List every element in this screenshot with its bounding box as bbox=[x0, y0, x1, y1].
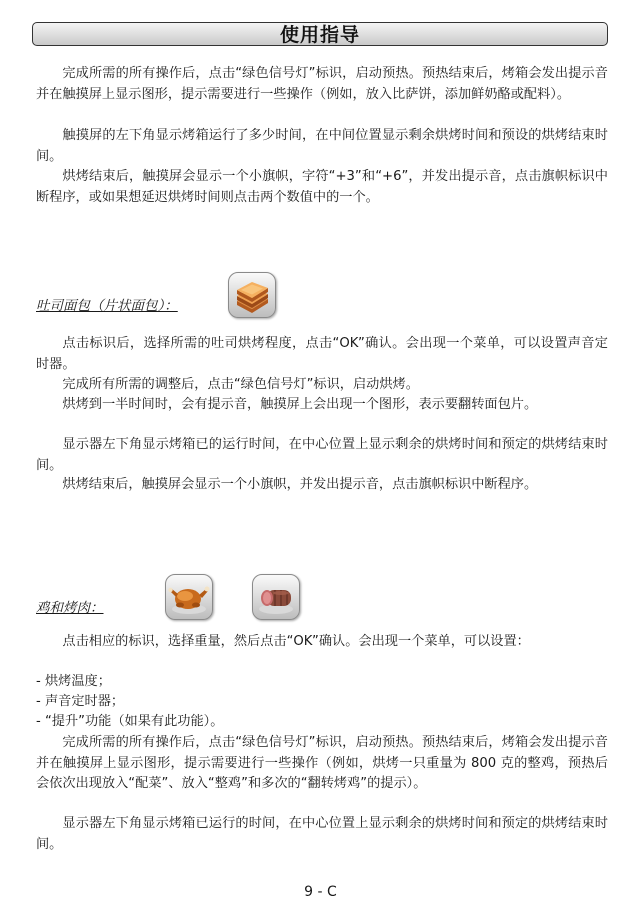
toast-sandwich-icon[interactable] bbox=[228, 272, 276, 318]
intro-paragraph-1: 完成所需的所有操作后，点击“绿色信号灯”标识，启动预热。预热结束后，烤箱会发出提示音并在触摸屏上显示图形，提示需要进行一些操作（例如，放入比萨饼，添加鲜奶酪或配料）。 bbox=[36, 66, 608, 102]
intro-paragraph-2: 触摸屏的左下角显示烤箱运行了多少时间，在中间位置显示剩余烘烤时间和预设的烘烤结束时间。 bbox=[36, 128, 608, 164]
chicken-list-item-temperature: - 烘烤温度； bbox=[36, 674, 111, 689]
chicken-paragraph-1: 点击相应的标识，选择重量，然后点击“OK”确认。会出现一个菜单，可以设置： bbox=[62, 634, 530, 649]
toast-paragraph-2: 完成所有所需的调整后，点击“绿色信号灯”标识，启动烘烤。 bbox=[62, 377, 419, 392]
chicken-section-label: 鸡和烤肉： bbox=[36, 600, 104, 616]
toast-paragraph-4: 显示器左下角显示烤箱已的运行时间，在中心位置上显示剩余的烘烤时间和预定的烘烤结束时间。 bbox=[36, 437, 608, 473]
chicken-paragraph-3: 显示器左下角显示烤箱已运行的时间，在中心位置上显示剩余的烘烤时间和预定的烘烤结束时间。 bbox=[36, 816, 608, 852]
page-title: 使用指导 bbox=[279, 24, 360, 46]
chicken-list-item-lift: - “提升”功能（如果有此功能）。 bbox=[36, 714, 224, 729]
page-title-bar bbox=[32, 22, 608, 46]
roast-chicken-icon[interactable] bbox=[165, 574, 213, 620]
page-number: 9 - C bbox=[304, 884, 337, 900]
toast-paragraph-3: 烘烤到一半时间时，会有提示音，触摸屏上会出现一个图形，表示要翻转面包片。 bbox=[62, 397, 538, 412]
toast-paragraph-5: 烘烤结束后，触摸屏会显示一个小旗帜，并发出提示音，点击旗帜标识中断程序。 bbox=[62, 477, 538, 492]
intro-paragraph-3: 烘烤结束后，触摸屏会显示一个小旗帜，字符“+3”和“+6”，并发出提示音，点击旗帜标识中断程序，或如果想延迟烘烤时间则点击两个数值中的一个。 bbox=[36, 169, 608, 205]
chicken-paragraph-2: 完成所需的所有操作后，点击“绿色信号灯”标识，启动预热。预热结束后，烤箱会发出提示音并在触摸屏上显示图形，提示需要进行一些操作（例如，烘烤一只重量为 800 克的整鸡，预热后会依次出现放入“配菜”、放入“整鸡”和多次的“翻转烤鸡”的提示）。 bbox=[36, 735, 608, 791]
roast-meat-icon[interactable] bbox=[252, 574, 300, 620]
chicken-list-item-timer: - 声音定时器； bbox=[36, 694, 125, 709]
toast-section-label: 吐司面包（片状面包）： bbox=[36, 298, 178, 314]
toast-paragraph-1: 点击标识后，选择所需的吐司烘烤程度，点击“OK”确认。会出现一个菜单，可以设置声音定时器。 bbox=[36, 336, 608, 372]
